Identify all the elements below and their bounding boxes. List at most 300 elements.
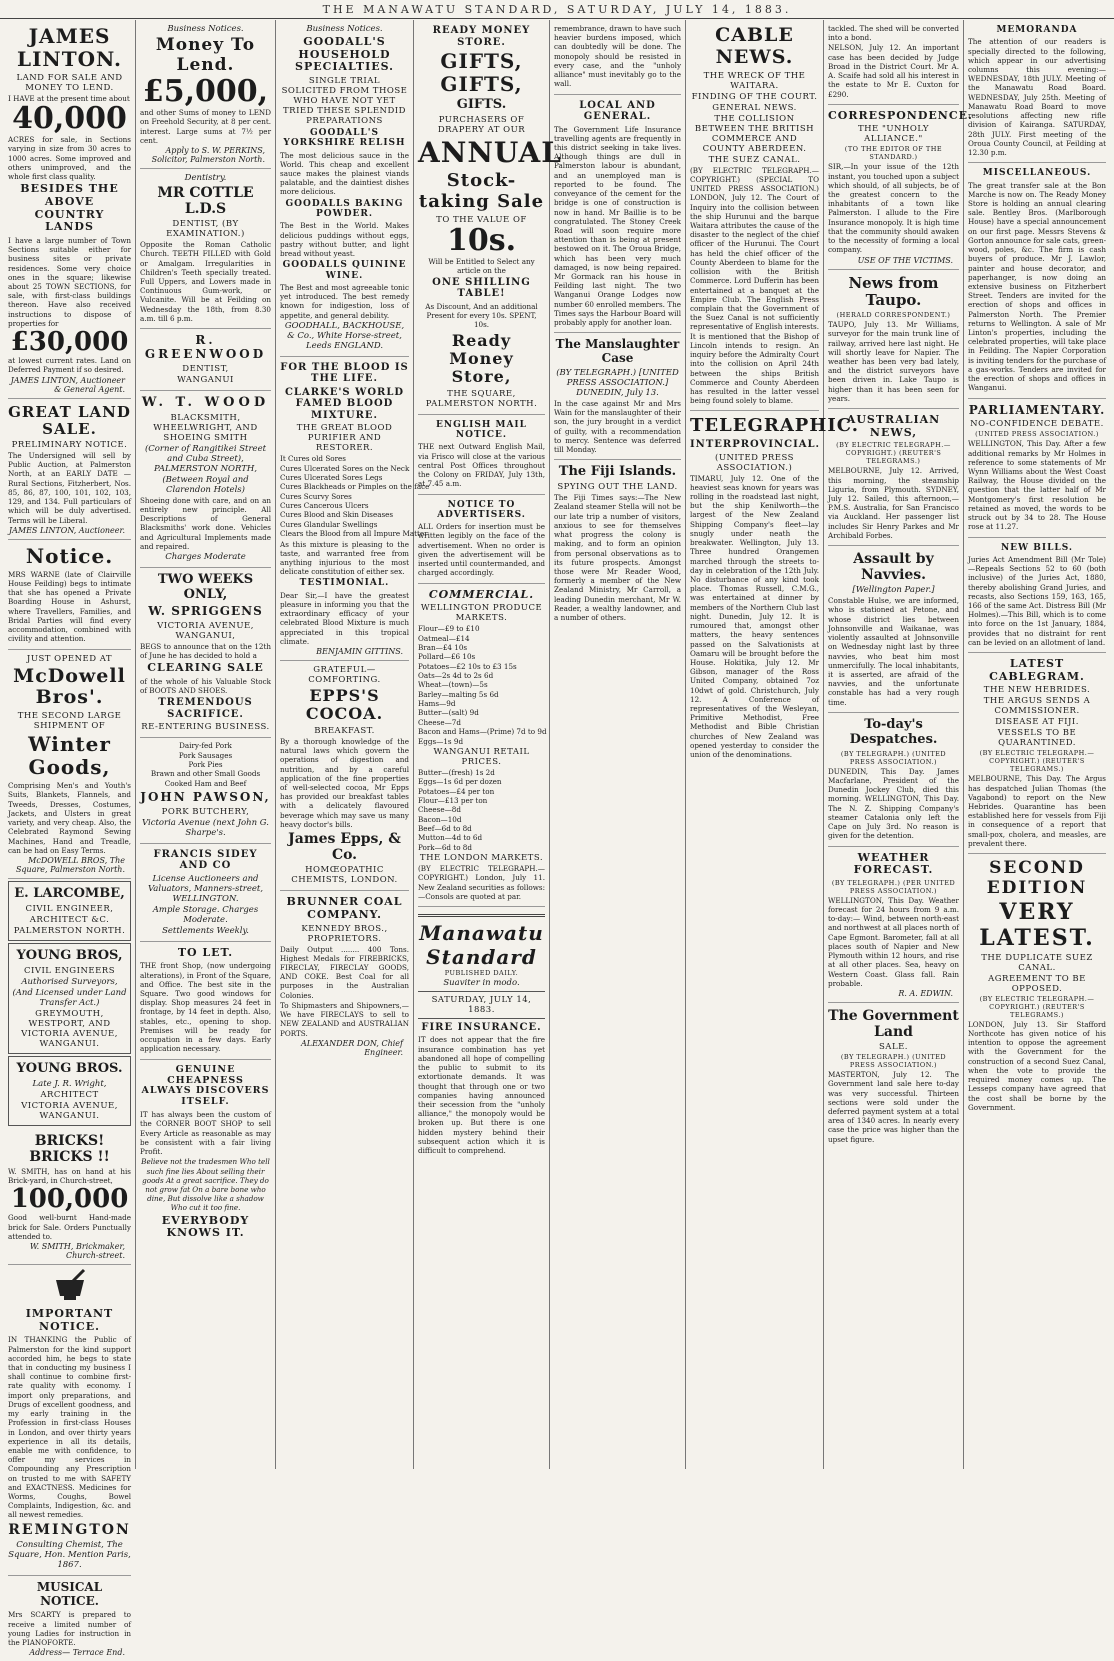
clarke-title: FOR THE BLOOD IS THE LIFE. xyxy=(280,361,409,385)
telegraphic-section xyxy=(690,411,860,764)
goodall-text: SINGLE TRIAL SOLICITED FROM THOSE WHO HAVE NOT YET TRIED THESE SPLENDID PREPARATIONS xyxy=(281,75,408,126)
taupo-text: TAUPO, July 13. Mr Williams, surveyor for the main trunk line of railway, arrived here last night. He will shortly leave for Napier. The weather has been very bad lately, and the district surveyors have been driven in. Lake Taupo is higher than it has been seen for years. xyxy=(828,320,959,403)
linton-besides: BESIDES THE ABOVE COUNTRY LANDS xyxy=(20,182,119,234)
cottle-sub: DENTIST, (BY EXAMINATION.) xyxy=(166,219,245,240)
australian-tag: (BY ELECTRIC TELEGRAPH.—COPYRIGHT.) (REUTER'S TELEGRAMS.) xyxy=(836,441,951,466)
sacrifice-title: TREMENDOUS SACRIFICE. xyxy=(158,697,253,720)
mcdowell-goods: Winter Goods, xyxy=(28,732,111,780)
fire-text: IT does not appear that the fire insurance combination has yet abandoned all hope of compelling the public to submit to its extortionate demands. It was thought that through one or two companies having announced their secession from the "unholy alliance," the monopoly would be broken up. But there is one hidden mystery behind their subsequent action which it is difficult to comprehend. xyxy=(418,1035,545,1156)
young1-line4: GREYMOUTH, WESTPORT, AND VICTORIA AVENUE, WANGANUI. xyxy=(21,1008,118,1049)
remington-name: REMINGTON xyxy=(8,1521,131,1538)
paper-tag: PUBLISHED DAILY. xyxy=(444,968,519,977)
cottle-text: Opposite the Roman Catholic Church. TEETH FILLED with Gold or Amalgam. Irregularities in Children's Teeth specially treated. Full Uppers, and Lowers made in Continuous Gum-work, or Vulcanite. Will be at Feilding on Wednesday the 18th, from 8.30 a.m. till 6 p.m. xyxy=(140,240,271,323)
epps-ad xyxy=(280,661,409,891)
wanganui-row: Mutton—4d to 6d xyxy=(418,833,483,843)
relish-text: The most delicious sauce in the World. This cheap and excellent sauce makes the plainest viands palatable, and the daintiest dishes more delicious. xyxy=(280,150,409,197)
cable-h4: THE COLLISION BETWEEN THE BRITISH COMMERCE AND COUNTY ABERDEEN. xyxy=(694,113,815,154)
nelson-text: NELSON, July 12. An important case has been decided by Judge Broad in the District Court. Mr A. A. Scaife had sold all his interest in the estate to Mr E. Cuxton for £290. xyxy=(828,43,959,99)
wanganui-list xyxy=(418,768,545,852)
wood-addr2: (Between Royal and Clarendon Hotels) xyxy=(162,474,249,495)
second-edition xyxy=(968,854,1106,1117)
cable-news xyxy=(690,20,819,411)
epps-kicker: GRATEFUL—COMFORTING. xyxy=(308,665,381,686)
discount-line: As Discount, And an additional Present for every 10s. SPENT, 10s. xyxy=(425,301,538,330)
second-title-2: VERY LATEST. xyxy=(979,899,1095,951)
cable-h5: THE SUEZ CANAL. xyxy=(708,154,801,165)
relish-title: GOODALL'S YORKSHIRE RELISH xyxy=(283,127,406,149)
boarding-notice xyxy=(8,540,131,650)
government-land-sale xyxy=(828,1003,959,1149)
clarke-item: Cures Glandular Swellings xyxy=(280,519,378,529)
column-5 xyxy=(550,20,686,1469)
local-text: The Government Life Insurance travelling agents are frequently in this district seeking in take lives. Although things are dull in Palmerston labour is abundant, and an unemployed man is reported to be found. The conveyance of the cement for the bridge is one of construction is now in hand. Mr Baillie is to be congratulated. The Stoney Creek Road will soon require more attention than is being at present bestowed on it. The Oroua Bridge, which has been very much damaged, is now being repaired. Mr Gormack ran his house in Feilding last night. The two Wanganui Orange Lodges now number 60 enrolled members. The Times says the Harbour Board will probably apply for another loan. xyxy=(554,124,681,328)
young1-name: YOUNG BROS, xyxy=(16,947,123,963)
telegraphic-title: TELEGRAPHIC. xyxy=(690,415,860,437)
govland-sub: SALE. xyxy=(878,1042,908,1053)
spriggens-title: TWO WEEKS ONLY, xyxy=(157,571,254,602)
taupo-title: News from Taupo. xyxy=(848,273,939,309)
australian-title: AUSTRALIAN NEWS, xyxy=(846,413,941,439)
money-text: and other Sums of money to LEND on Freehold Security, at 8 per cent. interest. Large sums at 7½ per cent. xyxy=(140,108,271,145)
pawson-items xyxy=(140,741,271,788)
remington-notice-title: IMPORTANT NOTICE. xyxy=(25,1307,114,1333)
london-markets-sub: THE LONDON MARKETS. xyxy=(419,853,544,864)
produce-row: Oatmeal—£14 xyxy=(418,633,470,643)
young2-name: YOUNG BROS. xyxy=(16,1060,123,1076)
produce-row: Butter—(salt) 9d xyxy=(418,708,479,718)
paper-motto: Suaviter in modo. xyxy=(443,977,520,988)
francis-note: Ample Storage. Charges Moderate. xyxy=(152,904,259,925)
wanganui-row: Bacon—10d xyxy=(418,814,462,824)
local-title: LOCAL AND GENERAL. xyxy=(579,99,656,123)
greenwood-sub: DENTIST, xyxy=(182,363,229,374)
larcombe-card xyxy=(8,881,131,941)
cable-title: CABLE NEWS. xyxy=(715,24,794,68)
wanganui-row: Butter—(fresh) 1s 2d xyxy=(418,767,495,777)
genuine-title: GENUINE CHEAPNESS ALWAYS DISCOVERS ITSELF. xyxy=(141,1063,270,1108)
telegraphic-sub: INTERPROVINCIAL. xyxy=(690,439,821,451)
cablegram-h2: THE ARGUS SENDS A COMMISSIONER. xyxy=(983,696,1091,717)
pawson-item: Brawn and other Small Goods xyxy=(150,769,261,779)
sale-subtitle: PRELIMINARY NOTICE. xyxy=(11,440,128,450)
mail-title: ENGLISH MAIL NOTICE. xyxy=(436,419,527,441)
produce-row: Hams—9d xyxy=(418,699,456,709)
wood-text: Shoeing done with care, and on an entirely new principle. All Descriptions of General Blacksmiths' work done. Vehicles and Agricultural Implements made and repaired. xyxy=(140,495,271,551)
manslaughter-case xyxy=(554,333,681,460)
to-let-ad xyxy=(140,942,271,1060)
mail-text: THE next Outward English Mail, via Frisco will close at the various central Post Offices throughout the Colony on FRIDAY, July 13th, at 7.45 a.m. xyxy=(418,442,545,489)
telegraphic-continued xyxy=(828,20,959,105)
telegraphic-text: TIMARU, July 12. One of the heaviest seas known for years was rolling in the roadstead last night, but the ship Kenilworth—the largest of the New Zealand Shipping Company's fleet—lay snugly under neath the breakwater. Wellington, July 13. Three hundred Orangemen marched through the streets to-day in celebration of the 12th July. No disturbance of any kind took place. Thomas Russell, C.M.G., was entertained at dinner by members of the Northern Club last night. Dunedin, July 12. It is rumoured that, amongst other matters, the heavy sentences passed on the Salvationists at Oamaru will be brought before the House. Hokitika, July 12. Mr Gibson, manager of the Ross United Company, obtained 7oz 10dwt of gold. Christchurch, July 12. A Conference of representatives of the Wesleyan, Primitive Methodist, Free Methodist and Bible Christian churches of New Zealand was opened yesterday to consider the union of the denominations. xyxy=(690,473,819,760)
brunner-coal-ad xyxy=(280,891,409,1060)
sale-signature: JAMES LINTON, Auctioneer. xyxy=(8,525,125,535)
divider xyxy=(418,991,545,992)
parliamentary-tag: (UNITED PRESS ASSOCIATION.) xyxy=(975,430,1099,439)
young2-line3: VICTORIA AVENUE, WANGANUI. xyxy=(21,1100,118,1121)
larcombe-line3: PALMERSTON NORTH. xyxy=(13,925,126,936)
despatches-text: DUNEDIN, This Day. James Macfarlane, President of the Dunedin Jockey Club, died this morning. WELLINGTON, This Day. The N. Z. Shipping Company's steamer Catalonia only left the Cape on July 3rd. No reason is given for the detention. xyxy=(828,766,959,841)
mcdowell-kicker: JUST OPENED AT xyxy=(26,653,113,664)
cablegram-h4: VESSELS TO BE QUARANTINED. xyxy=(997,728,1077,749)
column-3 xyxy=(276,20,430,1469)
navvies-text: Constable Hulse, we are informed, who is stationed at Petone, and whose district lies between Johnsonville and Waikanae, was violently assaulted at Johnsonville on Wednesday night last by three navvies, who beat him most unmercifully. The local inhabitants, it is asserted, are afraid of the navvies, and the unfortunate constable has had a very rough time. xyxy=(828,596,959,707)
spriggens-sale-text: of the whole of his Valuable Stock of BOOTS AND SHOES. xyxy=(140,676,271,695)
linton-ad xyxy=(8,20,131,399)
linton-amount-text: at lowest current rates. Land on Deferred Payment if so desired. xyxy=(8,356,131,375)
wanganui-row: Beef—6d to 8d xyxy=(418,824,472,834)
ready-title: READY MONEY STORE. xyxy=(432,25,531,48)
pawson-item: Cooked Ham and Beef xyxy=(164,778,247,788)
musical-text: Mrs SCARTY is prepared to receive a limited number of young Ladies for instruction in the PIANOFORTE. xyxy=(8,1610,131,1648)
brunner-ships: To Shipmasters and Shipowners,— We have FIRECLAYS to sell to NEW ZEALAND and AUSTRALIAN PORTS. xyxy=(280,1000,409,1038)
stock-sale-line: Stock-taking Sale xyxy=(418,170,545,212)
govland-tag: (BY TELEGRAPH.) (UNITED PRESS ASSOCIATION.) xyxy=(840,1053,947,1070)
linton-acres: 40,000 xyxy=(12,101,127,137)
larcombe-name: E. LARCOMBE, xyxy=(14,885,125,901)
produce-row: Barley—malting 5s 6d xyxy=(418,689,499,699)
greenwood-ad xyxy=(140,329,271,391)
pawson-item: Pork Sausages xyxy=(178,750,233,760)
tolet-text: THE front Shop, (now undergoing alterations), in Front of the Square, and Office. The best site in the Square. Two good windows for display. Shop measures 24 feet in frontage, by 14 feet in depth. Also, stables, etc., opening to shop. Premises will be ready for occupation in a few days. Early application necessary. xyxy=(140,961,271,1054)
fiji-sub: SPYING OUT THE LAND. xyxy=(557,482,678,493)
given-line: Will be Entitled to Select any article on the xyxy=(428,256,535,275)
linton-besides-text: I have a large number of Town Sections suitable either for business sites or private residences. Some very choice ones in the square; likewise about 25 TOWN SECTIONS, for sale, with first-class buildings thereon. Have also received instructions to dispose of properties for xyxy=(8,235,131,328)
bricks-signature: W. SMITH, Brickmaker, Church-street. xyxy=(29,1242,125,1261)
wood-trade: BLACKSMITH, WHEELWRIGHT, AND SHOEING SMITH xyxy=(153,412,258,443)
mcdowell-sub: THE SECOND LARGE SHIPMENT OF xyxy=(17,711,122,732)
mcdowell-name: McDowell Bros'. xyxy=(13,664,126,709)
quinine-title: GOODALLS QUININE WINE. xyxy=(282,260,407,281)
parliamentary-title: PARLIAMENTARY. xyxy=(968,402,1106,417)
clarke-ad xyxy=(280,357,430,661)
govland-title: The Government Land xyxy=(828,1007,959,1041)
column-8 xyxy=(964,20,1110,1469)
editorial-cont-text: remembrance, drawn to have such heavier burdens imposed, which can doubtedly will be done. The monopoly should be resisted in every case, and the "unholy alliance" must inevitably go to the wall. xyxy=(554,24,681,89)
powder-title: GOODALLS BAKING POWDER. xyxy=(285,198,404,220)
cablegram-tag: (BY ELECTRIC TELEGRAPH.—COPYRIGHT.) (REUTER'S TELEGRAMS.) xyxy=(979,749,1095,774)
second-h1: THE DUPLICATE SUEZ CANAL. xyxy=(981,952,1093,973)
goodall-maker: GOODHALL, BACKHOUSE, & Co., White Horse-street, Leeds ENGLAND. xyxy=(284,320,405,351)
cottle-name: MR COTTLE L.D.S xyxy=(157,184,254,218)
produce-row: Eggs—1s 9d xyxy=(418,736,464,746)
advertisers-notice xyxy=(418,495,545,584)
produce-row: Pollard—£6 10s xyxy=(418,652,476,662)
commercial-section xyxy=(418,584,545,907)
clarke-sub: THE GREAT BLOOD PURIFIER AND RESTORER. xyxy=(296,423,393,454)
goodall-ad xyxy=(280,20,409,357)
annual-line: ANNUAL xyxy=(418,135,562,169)
australian-news xyxy=(828,409,959,546)
mortar-pestle-icon xyxy=(8,1268,131,1306)
remington-sign: Consulting Chemist, The Square, Hon. Mention Paris, 1867. xyxy=(8,1539,131,1570)
correspondence-tag: (TO THE EDITOR OF THE STANDARD.) xyxy=(844,145,943,162)
bricks-number-text: Good well-burnt Hand-made brick for Sale. Orders Punctually attended to. xyxy=(8,1213,131,1241)
cottle-ad xyxy=(140,169,271,329)
advertisers-text: ALL Orders for insertion must be written legibly on the face of the advertisement. When no order is given the advertisement will be inserted until countermanded, and charged accordingly. xyxy=(418,522,545,578)
epps-title: EPPS'S COCOA. xyxy=(305,686,384,724)
clarke-item: It Cures old Sores xyxy=(280,454,346,464)
remington-text: IN THANKING the Public of Palmerston for the kind support accorded him, he begs to state that in conducting my business I shall continue to combine first-rate quality with economy. I import only preparations, and Drugs of excellent goodness, and my early training in the Profession in first-class Houses in London, and over thirty years experience in all its details, enable me with confidence, to offer my services in Compounding any Prescription on trusted to me with SAFETY and EXACTNESS. Medicines for Worms, Coughs, Bowel Complaints, Indigestion, &c. and all newest remedies. xyxy=(8,1335,131,1520)
parliamentary xyxy=(968,399,1106,538)
produce-row: Flour—£9 to £10 xyxy=(418,624,480,634)
memoranda xyxy=(968,20,1106,163)
pawson-item: Dairy-fed Pork xyxy=(179,741,232,751)
produce-row: Bran—£4 10s xyxy=(418,642,468,652)
weather-title: WEATHER FORECAST. xyxy=(853,850,934,877)
correspondence-sign: USE OF THE VICTIMS. xyxy=(857,255,953,265)
parliamentary-sub: NO-CONFIDENCE DEBATE. xyxy=(970,419,1104,430)
navvies-tag: [Wellington Paper.] xyxy=(852,585,935,596)
young2-line2: ARCHITECT xyxy=(40,1089,99,1100)
clarke-item: Cures Ulcerated Sores on the Neck xyxy=(280,463,410,473)
paper-name: Manawatu Standard xyxy=(419,920,544,969)
linton-intro: I HAVE at the present time about xyxy=(8,94,130,103)
commercial-title: COMMERCIAL. xyxy=(428,587,535,601)
spriggens-addr: VICTORIA AVENUE, WANGANUI, xyxy=(157,620,254,641)
manslaughter-sub: (BY TELEGRAPH.) [UNITED PRESS ASSOCIATION.] DUNEDIN, July 13. xyxy=(556,367,679,398)
land-sale-ad xyxy=(8,399,131,540)
memoranda-title: MEMORANDA xyxy=(996,25,1078,35)
taupo-news xyxy=(828,270,959,409)
brunner-title: BRUNNER COAL COMPANY. xyxy=(286,895,403,921)
wanganui-row: Flour—£13 per ton xyxy=(418,795,488,805)
greenwood-name: R. GREENWOOD xyxy=(144,333,267,361)
manslaughter-text: In the case against Mr and Mrs Wain for the manslaughter of their son, the jury brought in a verdict of guilty, with a recommendation to mercy. Sentence was deferred till Monday. xyxy=(554,398,681,455)
telegraphic-cont: tackled. The shed will be converted into a bond. xyxy=(828,24,959,43)
francis-name: FRANCIS SIDEY AND CO xyxy=(153,848,258,872)
mcdowell-text: Comprising Men's and Youth's Suits, Blankets, Flannels, and Tweeds, Dresses, Costumes, Jackets, and Ulsters in great variety, and very cheap. Also, the Celebrated Raymond Sewing Machines, Hand and Treadle, can be had on Easy Terms. xyxy=(8,781,131,855)
larcombe-line2: ARCHITECT &C. xyxy=(29,914,110,925)
money-apply: Apply to S. W. PERKINS, Solicitor, Palmerston North. xyxy=(151,145,265,164)
brunner-text: Daily Output ........ 400 Tons. Highest Medals for FIREBRICKS, FIRECLAY, FIRECLAY GOODS, AND COKE. Best Coal for all purposes in the Australian Colonies. xyxy=(280,944,409,1000)
musical-notice xyxy=(8,1576,131,1661)
correspondence-sub: THE "UNHOLY ALLIANCE." xyxy=(857,124,930,145)
fiji-text: The Fiji Times says:—The New Zealand steamer Stella will not be our late trip a number of visitors, anxious to see for themselves what progress the colony is making, and to form an opinion from personal observations as to its future prospects. Amongst those were Mr Reader Wood, formerly a member of the New Zealand Ministry, Mr Carroll, a leading Dunedin merchant, Mr W. Reader, a wealthy landowner, and a number of others. xyxy=(554,493,681,623)
money-amount: £5,000, xyxy=(142,74,269,110)
pawson-addr: Victoria Avenue (next John G. Sharpe's. xyxy=(142,817,269,838)
weather-forecast xyxy=(828,847,959,1003)
second-tag: (BY ELECTRIC TELEGRAPH.—COPYRIGHT.) (REUTER'S TELEGRAMS.) xyxy=(979,994,1095,1019)
editorial-continued xyxy=(554,20,681,95)
linton-acres-text: ACRES for sale, in Sections varying in size from 30 acres to 1000 acres. Some improved and others unimproved, and the whole first class quality. xyxy=(8,135,131,182)
australian-text: MELBOURNE, July 12. Arrived, this morning, the steamship Liguria, from Plymouth. SYDNEY, July 12. Sailed, this afternoon,—P.M.S. Australia, for San Francisco via Auckland. Her passenger list includes Sir Henry Parkes and Mr Archibald Forbes. xyxy=(828,466,959,540)
store-addr: THE SQUARE, PALMERSTON NORTH. xyxy=(425,388,538,409)
memoranda-text: The attention of our readers is specially directed to the following, which appear in our advertising columns this evening:— WEDNESDAY, 18th JULY. Meeting of the Manawatu Road Board. WEDNESDAY, July 25th. Meeting of Manawatu Road Board to move resolutions affecting new rifle division of Kairanga. SATURDAY, 28th JULY. First meeting of the Oroua County Council, at Feilding at 12.30 p.m. xyxy=(968,37,1106,157)
miscellaneous xyxy=(968,163,1106,398)
parliamentary-text: WELLINGTON, This Day. After a few additional remarks by Mr Holmes in reference to some statements of Mr Wynn Williams about the West Coast Railway, the House divided on the question that the latter half of Mr Montgomery's first resolution be retained as moved, the words to be struck out by 34 to 28. The House rose at 11.27. xyxy=(968,439,1106,532)
clarke-item: Cures Scurvy Sores xyxy=(280,491,352,501)
produce-row: Cheese—7d xyxy=(418,717,461,727)
epps-maker: James Epps, & Co. xyxy=(288,831,401,864)
spriggens-name: W. SPRIGGENS xyxy=(148,603,263,618)
young1-line3: (And Licensed under Land Transfer Act.) xyxy=(12,987,127,1008)
musical-title: MUSICAL NOTICE. xyxy=(36,1579,103,1608)
testimonial-signer: BENJAMIN GITTINS. xyxy=(316,647,403,657)
goodall-header: Business Notices. xyxy=(306,24,383,34)
store-name: Ready Money Store, xyxy=(449,330,514,387)
pawson-item: Pork Pies xyxy=(188,759,223,769)
wood-name: W. T. WOOD xyxy=(141,394,270,410)
clarke-item: Clears the Blood from all Impure Matter xyxy=(280,529,428,539)
produce-row: Potatoes—£2 10s to £3 15s xyxy=(418,661,517,671)
fire-title: FIRE INSURANCE. xyxy=(421,1021,542,1033)
despatches-tag: (BY TELEGRAPH.) (UNITED PRESS ASSOCIATION.) xyxy=(840,749,947,766)
latest-cablegram xyxy=(968,653,1106,854)
ten-shillings: 10s. xyxy=(446,222,517,258)
clarke-item: Cures Cancerous Ulcers xyxy=(280,501,369,511)
produce-row: Bacon and Hams—(Prime) 7d to 9d xyxy=(418,727,547,737)
fiji-title: The Fiji Islands. xyxy=(558,464,677,480)
wood-note: Charges Moderate xyxy=(165,551,246,562)
misc-text: The great transfer sale at the Bon Marche is now on. The Ready Money Store is holding an annual clearing sale. Bentley Bros. (Marlborough House) have a special announcement on our first page. Messrs Stevens & Gorton announce for sale cats, green-wood, poles, &c. The firm is cash buyers of produce. Mr J. Lawlor, painter and house decorator, and paperhanger, is now doing an extensive business on Fitzherbert Street. Tenders are invited for the erection of shops and offices in Palmerston North. The Premier returns to Wellington. A sale of Mr Linton's properties, including the celebrated properties, will take place in Feilding. The Napier Corporation is inviting tenders for the purchase of a gas-works. Tenders are invited for the erection of shops and offices in Wanganui. xyxy=(968,180,1106,393)
bricks-text: W. SMITH, has on hand at his Brick-yard, in Church-street, xyxy=(8,1166,131,1186)
columns xyxy=(4,20,1110,1658)
testimonial-title: TESTIMONIAL. xyxy=(299,578,390,589)
cable-h1: THE WRECK OF THE WAITARA. xyxy=(703,70,806,91)
second-text: LONDON, July 13. Sir Stafford Northcote has given notice of his intention to oppose the agreement with the Government for the construction of a second Suez Canal, when the vote to provide the required money comes up. The Lesseps company have agreed that the cost shall be borne by the Government. xyxy=(968,1019,1106,1112)
spriggens-text: BEGS to announce that on the 12th of June he has decided to hold a xyxy=(140,641,271,660)
money-to-lend-ad xyxy=(140,20,271,169)
clarke-text: As this mixture is pleasing to the taste, and warranted free from anything injurious to the most delicate constitution of either sex. xyxy=(280,539,409,577)
sale-title: GREAT LAND SALE. xyxy=(8,402,131,438)
pawson-name: JOHN PAWSON, xyxy=(140,789,271,804)
taupo-tag: (HERALD CORRESPONDENT.) xyxy=(836,311,951,320)
wanganui-prices-sub: WANGANUI RETAIL PRICES. xyxy=(433,746,530,767)
purchase-line: PURCHASERS OF DRAPERY AT OUR xyxy=(437,114,526,135)
linton-title: JAMES LINTON. xyxy=(17,24,122,71)
produce-row: Oats—2s 4d to 2s 6d xyxy=(418,670,494,680)
quinine-text: The Best and most agreeable tonic yet introduced. The best remedy known for indigestion, loss of appetite, and general debility. xyxy=(280,282,409,320)
column-7 xyxy=(824,20,973,1469)
telegraphic-tag: (UNITED PRESS ASSOCIATION.) xyxy=(715,452,794,473)
testimonial-text: Dear Sir,—I have the greatest pleasure in informing you that the extraordinary efficacy of your celebrated Blood Mixture is much appreciated in this tropical climate. xyxy=(280,590,409,646)
gifts-line: GIFTS, GIFTS, xyxy=(440,49,523,96)
brunner-signer: ALEXANDER DON, Chief Engineer. xyxy=(300,1038,403,1057)
cable-h3: GENERAL NEWS. xyxy=(712,102,797,113)
misc-title: MISCELLANEOUS. xyxy=(982,168,1092,179)
genuine-text: IT has always been the custom of the CORNER BOOT SHOP to sell Every Article as reasonable as may be consistent with a fair living Profit. xyxy=(140,1110,271,1157)
correspondence-text: SIR,—In your issue of the 12th instant, you touched upon a subject which should, of all subjects, be of the greatest concern to the inhabitants of a town like Palmerston. I allude to the Fire Insurance monopoly. It is high time that the community should awaken to the necessity of forming a local company. xyxy=(828,162,959,255)
mail-notice xyxy=(418,415,545,495)
local-general xyxy=(554,95,681,334)
clarke-item: Cures Blood and Skin Diseases xyxy=(280,510,394,520)
produce-row: Wheat—(town)—5s xyxy=(418,680,488,690)
clarke-list xyxy=(280,454,430,539)
clarke-item: Cures Blackheads or Pimples on the face xyxy=(280,482,430,492)
editorial-section xyxy=(418,907,545,1160)
genuine-poem: Believe not the tradesmen Who tell such fine lies About selling their goods At a great sacrifice. They do not grow fat On a bare bone who dine, But dissolve like a shadow Who cut it too fine. xyxy=(141,1157,270,1213)
corner-boot-shop-ad xyxy=(140,1060,271,1246)
goodall-title: GOODALL'S HOUSEHOLD SPECIALTIES. xyxy=(295,35,394,74)
notice-title: Notice. xyxy=(25,543,114,568)
cable-h2: FINDING OF THE COURT. xyxy=(691,91,818,102)
wood-ad xyxy=(140,391,271,568)
epps-maker-sub: HOMŒOPATHIC CHEMISTS, LONDON. xyxy=(291,865,398,886)
masthead: THE MANAWATU STANDARD, SATURDAY, JULY 14, 1883. xyxy=(0,0,1114,19)
cottle-kicker: Dentistry. xyxy=(184,172,227,183)
weather-text: WELLINGTON, This Day. Weather forecast for 24 hours from 9 a.m. to-day:— Wind, between north-east and northwest at all places north of Cape Egmont. Barometer, fall at all places south of Napier and New Plymouth within 12 hours, and rise at all other places. Sea, heavy on Western Coast. Glass fall. Rain probable. xyxy=(828,895,959,988)
clarke-item: Cures Ulcerated Sores Legs xyxy=(280,473,383,483)
todays-despatches xyxy=(828,713,959,847)
weather-tag: (BY TELEGRAPH.) (PER UNITED PRESS ASSOCIATION.) xyxy=(831,878,956,895)
young1-line2: Authorised Surveyors, xyxy=(21,976,118,987)
bricks-number: 100,000 xyxy=(10,1184,129,1215)
ready-money-ad xyxy=(418,20,562,415)
second-title: SECOND EDITION xyxy=(986,858,1088,898)
pawson-trade: PORK BUTCHERY, xyxy=(161,806,250,817)
cablegram-sub: THE NEW HEBRIDES. xyxy=(983,685,1091,696)
francis-sub: License Auctioneers and Valuators, Manners-street, WELLINGTON. xyxy=(147,873,264,904)
young-bros-card-1 xyxy=(8,943,131,1054)
sacrifice-sub: RE-ENTERING BUSINESS. xyxy=(141,722,270,733)
column-1 xyxy=(4,20,136,1658)
london-markets-text: (BY ELECTRIC TELEGRAPH.—COPYRIGHT.) London, July 11. New Zealand securities as follows:—Consols are quoted at par. xyxy=(418,864,545,901)
wanganui-row: Cheese—8d xyxy=(418,805,461,815)
young2-line1: Late J. R. Wright, xyxy=(32,1078,107,1089)
advertisers-title: NOTICE TO ADVERTISERS. xyxy=(437,499,526,520)
gifts-line-2: GIFTS. xyxy=(456,97,507,112)
pawson-ad xyxy=(140,738,271,844)
powder-text: The Best in the World. Makes delicious puddings without eggs, pastry without butter, and light bread without yeast. xyxy=(280,221,409,259)
paper-date: SATURDAY, JULY 14, 1883. xyxy=(431,994,532,1015)
spriggens-ad xyxy=(140,568,271,738)
mcdowell-sign: McDOWELL BROS, The Square, Palmerston North. xyxy=(15,855,125,874)
francis-settle: Settlements Weekly. xyxy=(162,925,249,936)
larcombe-line1: CIVIL ENGINEER, xyxy=(25,903,114,914)
column-6 xyxy=(686,20,860,1469)
column-4 xyxy=(414,20,562,1469)
column-2 xyxy=(136,20,276,1469)
bills-text: Juries Act Amendment Bill (Mr Tole)—Repeals Sections 52 to 60 (both inclusive) of the Juries Act, 1880, thereby abolishing Grand Juries, and recasts, also Sections 159, 163, 165, 166 of the same Act. Distress Bill (Mr Holmes).—This Bill, which is to come into force on the 1st January, 1884, provides that no distraint for rent can be levied on an allotment of land. xyxy=(968,554,1106,647)
correspondence-title: CORRESPONDENCE. xyxy=(828,108,973,122)
weather-sign: R. A. EDWIN. xyxy=(898,988,953,998)
govland-text: MASTERTON, July 12. The Government land sale here to-day was very successful. Thirteen sections were sold under the deferred payment system at a total area of 1340 acres. In nearly every case the price was higher than the upset figure. xyxy=(828,1070,959,1144)
bricks-title: BRICKS! BRICKS !! xyxy=(29,1132,110,1165)
young1-line1: CIVIL ENGINEERS xyxy=(23,965,116,976)
linton-subtitle: LAND FOR SALE AND MONEY TO LEND. xyxy=(16,73,123,93)
clarke-name: CLARKE'S WORLD FAMED BLOOD MIXTURE. xyxy=(284,386,405,421)
tolet-title: TO LET. xyxy=(177,945,234,959)
produce-list xyxy=(418,624,545,746)
bills-title: NEW BILLS. xyxy=(1000,542,1074,553)
wood-addr: (Corner of Rangitikei Street and Cuba Street), PALMERSTON NORTH, xyxy=(144,443,267,474)
notice-text: MRS WARNE (late of Clairville House Feilding) begs to intimate that she has opened a Private Boarding House in Ashurst, where Travellers, Families, and Bridal Parties will find every accommodation, combined with civility and attention. xyxy=(8,569,131,644)
correspondence xyxy=(828,105,973,270)
epps-sub: BREAKFAST. xyxy=(314,725,375,736)
money-header: Business Notices. xyxy=(167,24,244,34)
value-line: TO THE VALUE OF xyxy=(436,214,527,225)
cablegram-h3: DISEASE AT FIJI. xyxy=(995,717,1079,728)
commercial-sub: WELLINGTON PRODUCE MARKETS. xyxy=(420,603,543,624)
navvies-assault xyxy=(828,546,959,713)
despatches-title: To-day's Despatches. xyxy=(849,716,938,747)
epps-text: By a thorough knowledge of the natural laws which govern the operations of digestion and nutrition, and by a careful application of the fine properties of well-selected cocoa, Mr Epps has provided our breakfast tables with a delicately flavoured beverage which may save us many heavy doctor's bills. xyxy=(280,736,409,829)
francis-sidey-ad xyxy=(140,844,271,942)
shilling-table: ONE SHILLING TABLE! xyxy=(432,276,531,300)
sale-text: The Undersigned will sell by Public Auction, at Palmerston North, at an EARLY DATE — Rural Sections, Fitzherbert, Nos. 85, 86, 87, 100, 101, 102, 103, 129, and 134. Full particulars of which will be duly advertised. Terms will be Liberal. xyxy=(8,451,131,525)
spriggens-sale: CLEARING SALE xyxy=(147,661,264,675)
divider xyxy=(418,914,545,917)
wanganui-row: Eggs—1s 6d per dozen xyxy=(418,777,502,787)
fiji-islands xyxy=(554,460,681,627)
bricks-ad xyxy=(8,1128,131,1265)
linton-signature: JAMES LINTON, Auctioneer & General Agent. xyxy=(10,375,125,394)
new-bills xyxy=(968,538,1106,654)
cablegram-title: LATEST CABLEGRAM. xyxy=(989,657,1085,683)
brunner-sub: KENNEDY BROS., PROPRIETORS. xyxy=(301,923,388,944)
mcdowell-ad xyxy=(8,650,131,879)
linton-amount: £30,000 xyxy=(10,327,129,358)
